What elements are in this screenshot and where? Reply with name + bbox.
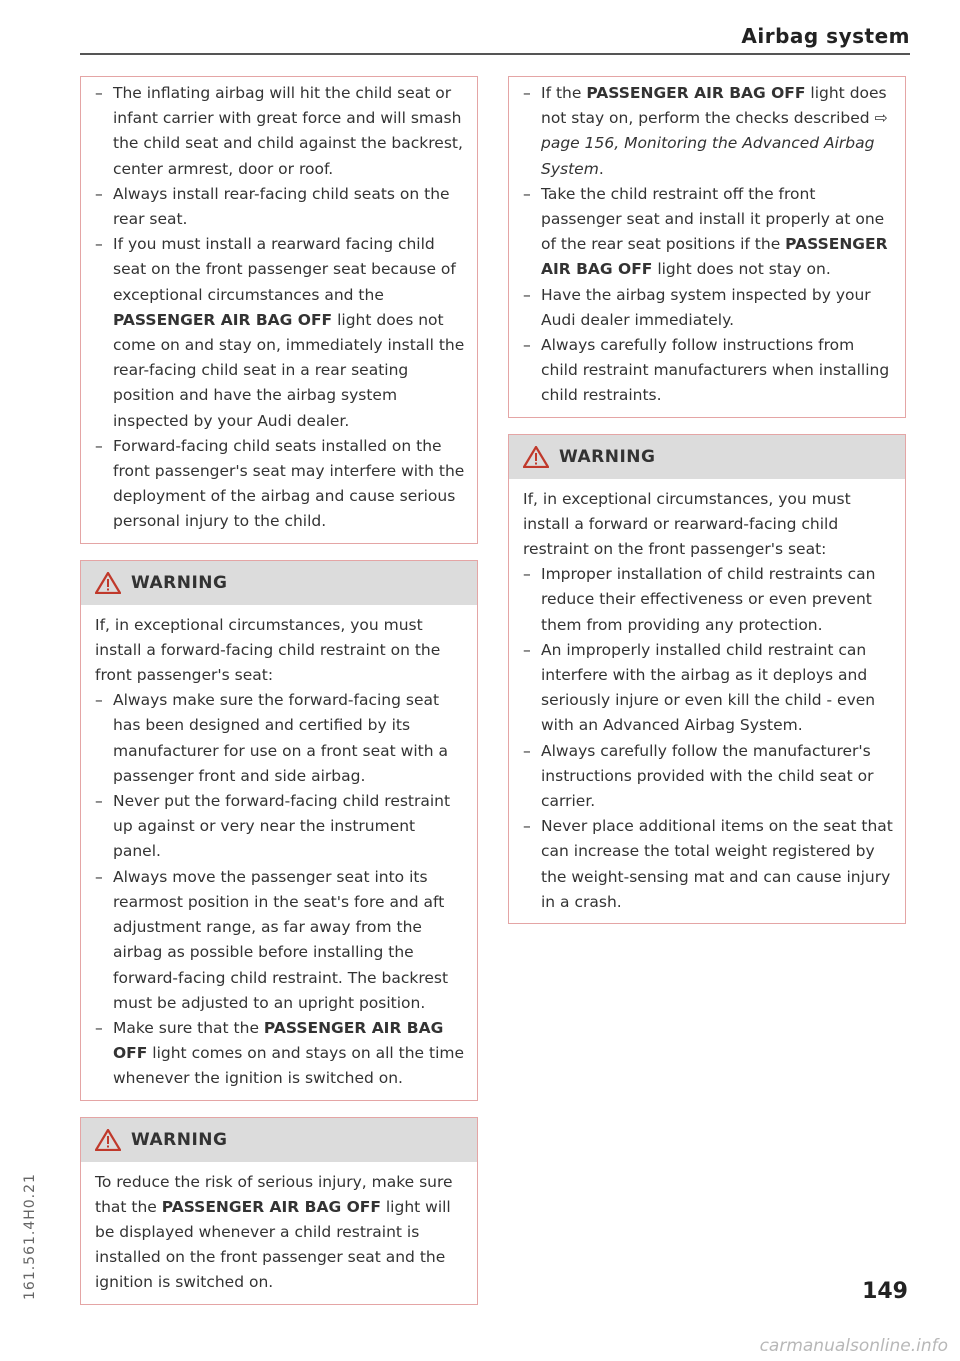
right-intro-list xyxy=(523,81,893,409)
warning-list xyxy=(95,688,465,1091)
left-column xyxy=(80,76,478,1305)
warning-body xyxy=(509,479,905,923)
list-item: – Always move the passenger seat into its rearmost position in the seat's fore and aft adjustment range, as far away from the airbag as possible before installing the forward-facing child restraint. The backrest must be adjusted to an upright position. xyxy=(95,865,465,1016)
warning-triangle-icon xyxy=(95,1129,121,1151)
list-item: – The inflating airbag will hit the child seat or infant carrier with great force and will smash the child seat and child against the backrest, center armrest, door or roof. xyxy=(95,81,465,182)
warning-header xyxy=(81,1118,477,1162)
warning-body xyxy=(81,1162,477,1304)
page-number: 149 xyxy=(862,1279,908,1304)
warning-header xyxy=(81,561,477,605)
list-item: – Take the child restraint off the front passenger seat and install it properly at one of the rear seat positions if the PASSENGER AIR BAG OFF light does not stay on. xyxy=(523,182,893,283)
list-item: – If you must install a rearward facing child seat on the front passenger seat because of exceptional circumstances and the PASSENGER AIR BAG OFF light does not come on and stay on, immediately install the rear-facing child seat in a rear seating position and have the airbag system inspected by your Audi dealer. xyxy=(95,232,465,434)
list-item: – Never put the forward-facing child restraint up against or very near the instrument panel. xyxy=(95,789,465,865)
warning-triangle-icon xyxy=(95,572,121,594)
list-item: – Always carefully follow instructions from child restraint manufacturers when installing child restraints. xyxy=(523,333,893,409)
section-title: Airbag system xyxy=(741,24,910,48)
list-item: – Always install rear-facing child seats on the rear seat. xyxy=(95,182,465,232)
left-intro-list xyxy=(95,81,465,535)
indicator-name: PASSENGER AIR BAG OFF xyxy=(113,1018,444,1063)
page-reference: ⇨ page 156, Monitoring the Advanced Airbag System xyxy=(541,109,888,178)
list-item: – Have the airbag system inspected by your Audi dealer immediately. xyxy=(523,283,893,333)
warning-box-2 xyxy=(80,1117,478,1305)
right-column xyxy=(508,76,906,924)
header-divider xyxy=(80,53,910,55)
indicator-name: PASSENGER AIR BAG OFF xyxy=(113,310,333,329)
right-intro-box xyxy=(508,76,906,418)
document-code: 161.561.4H0.21 xyxy=(22,1173,38,1300)
warning-body xyxy=(81,605,477,1100)
warning-label: WARNING xyxy=(131,1129,228,1150)
warning-header xyxy=(509,435,905,479)
list-item: – Make sure that the PASSENGER AIR BAG OFF light comes on and stays on all the time whenever the ignition is switched on. xyxy=(95,1016,465,1092)
list-item: – Never place additional items on the seat that can increase the total weight registered by the weight-sensing mat and can cause injury in a crash. xyxy=(523,814,893,915)
left-intro-box xyxy=(80,76,478,544)
warning-intro: If, in exceptional circumstances, you must install a forward or rearward-facing child restraint on the front passenger's seat: xyxy=(523,489,851,559)
warning-label: WARNING xyxy=(559,446,656,467)
list-item: – Improper installation of child restraints can reduce their effectiveness or even prevent them from providing any protection. xyxy=(523,562,893,638)
warning-label: WARNING xyxy=(131,572,228,593)
warning-intro: If, in exceptional circumstances, you must install a forward-facing child restraint on the front passenger's seat: xyxy=(95,615,441,685)
list-item: – Always carefully follow the manufacturer's instructions provided with the child seat or carrier. xyxy=(523,739,893,815)
indicator-name: PASSENGER AIR BAG OFF xyxy=(586,84,806,102)
warning-triangle-icon xyxy=(523,446,549,468)
indicator-name: PASSENGER AIR BAG OFF xyxy=(161,1197,381,1216)
list-item: – Forward-facing child seats installed on the front passenger's seat may interfere with the deployment of the airbag and cause serious personal injury to the child. xyxy=(95,434,465,535)
list-item: – An improperly installed child restraint can interfere with the airbag as it deploys and seriously injure or even kill the child - even with an Advanced Airbag System. xyxy=(523,638,893,739)
indicator-name: PASSENGER AIR BAG OFF xyxy=(541,235,888,279)
list-item: – Always make sure the forward-facing seat has been designed and certified by its manufacturer for use on a front seat with a passenger front and side airbag. xyxy=(95,688,465,789)
warning-text: To reduce the risk of serious injury, make sure that the PASSENGER AIR BAG OFF light will be displayed whenever a child restraint is installed on the front passenger seat and the ignition is switched on. xyxy=(95,1172,453,1292)
warning-box-3 xyxy=(508,434,906,924)
warning-box-1 xyxy=(80,560,478,1101)
warning-list xyxy=(523,562,893,915)
list-item: – If the PASSENGER AIR BAG OFF light does not stay on, perform the checks described ⇨ page 156, Monitoring the Advanced Airbag System. xyxy=(523,81,893,182)
watermark: carmanualsonline.info xyxy=(759,1336,948,1356)
